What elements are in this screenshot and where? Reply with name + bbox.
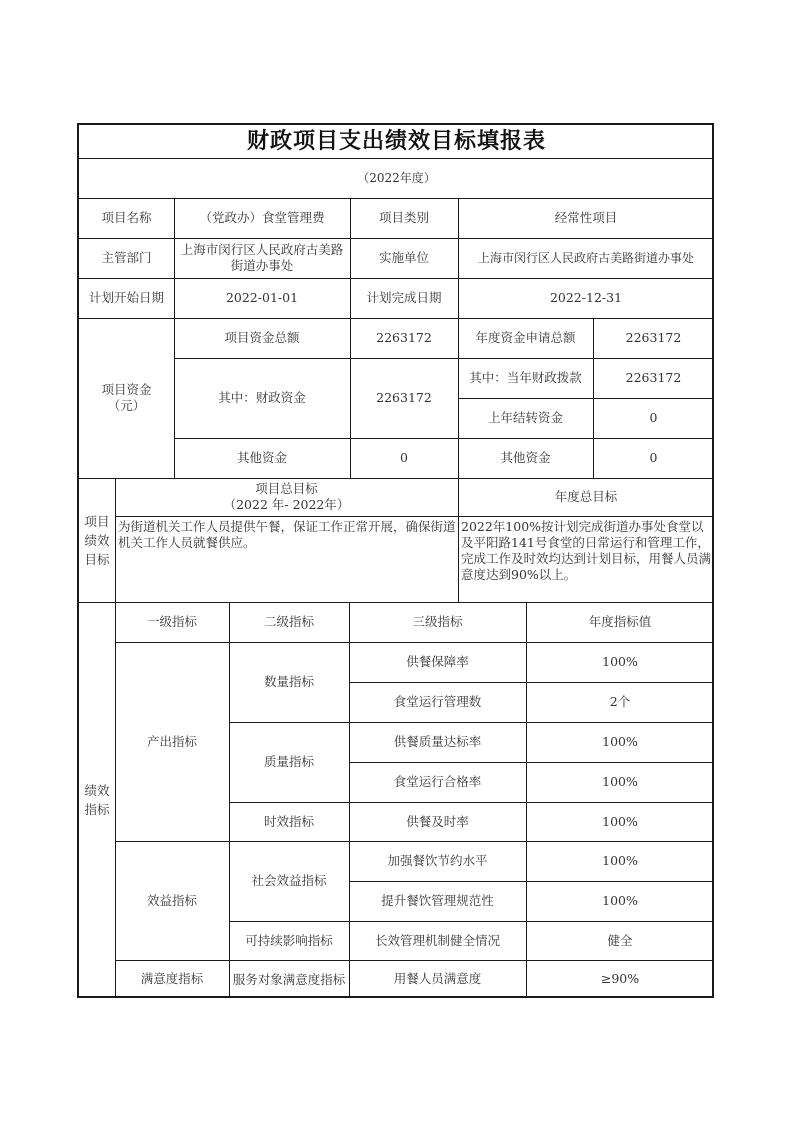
end-date-label: 计划完成日期	[366, 290, 442, 305]
project-name-label: 项目名称	[101, 210, 152, 225]
total-funds-value: 2263172	[376, 330, 432, 345]
indicators-section-label: 绩效指标	[84, 783, 110, 817]
overall-goal-text: 为街道机关工作人员提供午餐，保证工作正常开展，确保街道机关工作人员就餐供应。	[118, 519, 456, 550]
end-date-value: 2022-12-31	[549, 290, 623, 305]
fiscal-funds-label: 其中：财政资金	[218, 390, 306, 405]
indicator-name: 提升餐饮管理规范性	[381, 893, 494, 908]
level2-quality: 质量指标	[263, 754, 314, 769]
indicator-name: 用餐人员满意度	[393, 971, 482, 986]
other-funds-label: 其他资金	[236, 450, 287, 465]
dept-label: 主管部门	[101, 250, 152, 265]
indicator-value: 100%	[602, 893, 638, 908]
indicator-value: 健全	[607, 932, 633, 948]
impl-unit-label: 实施单位	[378, 250, 429, 265]
overall-goal-label: 项目总目标	[255, 481, 318, 496]
header-annual-value: 年度指标值	[588, 614, 652, 629]
overall-goal-header	[115, 478, 458, 516]
level1-output: 产出指标	[146, 733, 197, 749]
indicator-name: 供餐及时率	[406, 813, 469, 829]
year-label: （2022年度）	[357, 171, 436, 185]
indicator-name: 长效管理机制健全情况	[374, 932, 500, 948]
indicator-value: 100%	[602, 774, 638, 789]
goals-section-label: 项目绩效目标	[84, 513, 110, 567]
indicator-name: 供餐质量达标率	[393, 734, 482, 749]
current-fiscal-label: 其中：当年财政拨款	[469, 370, 582, 385]
other-funds-value: 0	[400, 450, 408, 465]
annual-other-label: 其他资金	[500, 450, 551, 465]
start-date-label: 计划开始日期	[88, 290, 164, 305]
start-date-value: 2022-01-01	[225, 290, 299, 305]
project-name-value: （党政办）食堂管理费	[199, 210, 325, 225]
indicator-name: 食堂运行合格率	[393, 774, 482, 789]
indicator-name: 供餐保障率	[406, 654, 469, 669]
indicator-value: 100%	[602, 813, 638, 829]
overall-goal-period: （2022 年- 2022年）	[223, 497, 350, 512]
level2-timeliness: 时效指标	[263, 813, 314, 829]
level2-social-benefit: 社会效益指标	[251, 873, 327, 888]
project-type-label: 项目类别	[378, 210, 429, 225]
header-level1: 一级指标	[146, 614, 197, 629]
dept-value: 上海市闵行区人民政府古美路街道办事处	[180, 242, 344, 273]
indicator-value: 100%	[602, 654, 638, 669]
funds-section-label: 项目资金（元）	[101, 382, 152, 413]
annual-other-value: 0	[649, 450, 658, 465]
level1-satisfaction: 满意度指标	[140, 971, 204, 986]
annual-total-label: 年度资金申请总额	[475, 330, 576, 345]
indicator-value: 2个	[609, 694, 631, 709]
header-level3: 三级指标	[412, 614, 463, 629]
indicator-name: 加强餐饮节约水平	[387, 853, 488, 868]
level2-quantity: 数量指标	[263, 674, 314, 689]
carryover-label: 上年结转资金	[487, 410, 563, 425]
indicator-name: 食堂运行管理数	[393, 694, 482, 709]
total-funds-label: 项目资金总额	[224, 330, 300, 345]
level2-service-satisfaction: 服务对象满意度指标	[232, 971, 346, 987]
annual-goal-label: 年度总目标	[554, 489, 618, 504]
current-fiscal-value: 2263172	[625, 370, 682, 385]
fiscal-funds-value: 2263172	[376, 390, 432, 405]
header-level2: 二级指标	[263, 614, 314, 629]
annual-goal-text: 2022年100%按计划完成街道办事处食堂以及平阳路141号食堂的日常运行和管理工作，完成工作及时效均达到计划目标，用餐人员满意度达到90%以上。	[461, 519, 712, 582]
level2-sustainability: 可持续影响指标	[245, 932, 333, 948]
project-type-value: 经常性项目	[554, 210, 618, 225]
indicator-value: ≥90%	[600, 971, 640, 986]
impl-unit-value: 上海市闵行区人民政府古美路街道办事处	[477, 251, 694, 265]
annual-total-value: 2263172	[625, 330, 682, 345]
page-title: 财政项目支出绩效目标填报表	[246, 128, 546, 154]
level1-benefit: 效益指标	[146, 892, 197, 908]
indicator-value: 100%	[602, 734, 638, 749]
performance-target-table	[77, 123, 714, 998]
carryover-value: 0	[649, 410, 658, 425]
indicator-value: 100%	[602, 853, 638, 868]
